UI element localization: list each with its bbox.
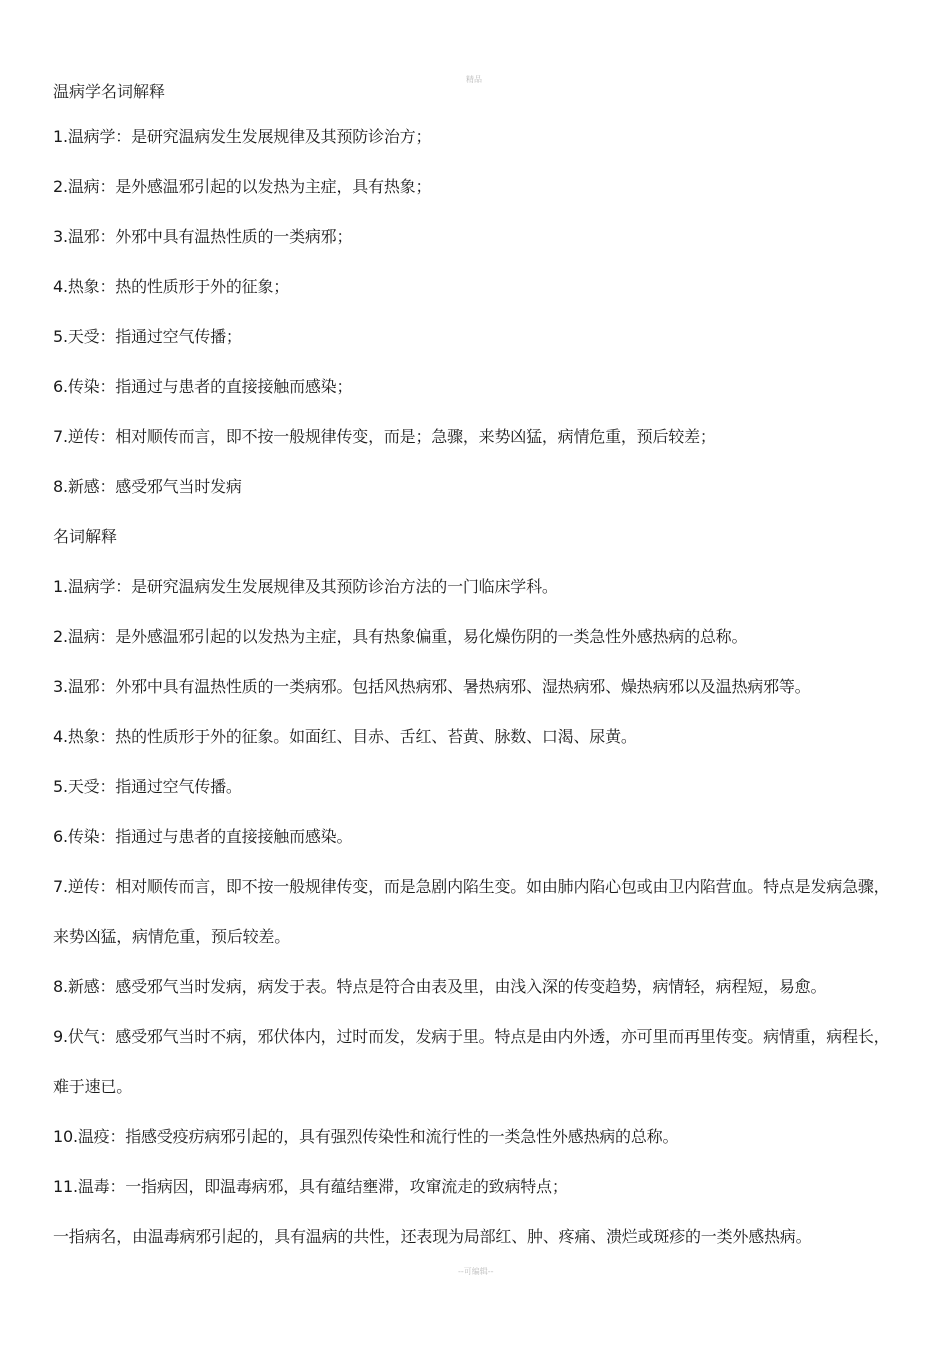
- short-entry-7: 7.逆传：相对顺传而言，即不按一般规律传变，而是；急骤，来势凶猛，病情危重，预后较差；: [53, 427, 716, 446]
- full-entry-4: 4.热象：热的性质形于外的征象。如面红、目赤、舌红、苔黄、脉数、口渴、尿黄。: [53, 727, 637, 746]
- full-entry-5: 5.天受：指通过空气传播。: [53, 777, 242, 796]
- short-entry-4: 4.热象：热的性质形于外的征象；: [53, 277, 290, 296]
- full-entry-6: 6.传染：指通过与患者的直接接触而感染。: [53, 827, 353, 846]
- document-title: 温病学名词解释: [53, 82, 166, 101]
- footer-watermark: --可编辑--: [458, 1267, 494, 1276]
- short-entry-5: 5.天受：指通过空气传播；: [53, 327, 242, 346]
- short-entry-2: 2.温病：是外感温邪引起的以发热为主症，具有热象；: [53, 177, 432, 196]
- full-entry-11-continued: 一指病名，由温毒病邪引起的，具有温病的共性，还表现为局部红、肿、疼痛、溃烂或斑疹的一类外感热病。: [53, 1227, 812, 1246]
- full-entry-9: 9.伏气：感受邪气当时不病，邪伏体内，过时而发，发病于里。特点是由内外透，亦可里而再里传变。病情重，病程长，难于速已。: [53, 1027, 890, 1096]
- full-entry-2: 2.温病：是外感温邪引起的以发热为主症，具有热象偏重，易化燥伤阴的一类急性外感热病的总称。: [53, 627, 748, 646]
- short-entry-6: 6.传染：指通过与患者的直接接触而感染；: [53, 377, 353, 396]
- short-entry-8: 8.新感：感受邪气当时发病: [53, 477, 242, 496]
- full-entry-1: 1.温病学：是研究温病发生发展规律及其预防诊治方法的一门临床学科。: [53, 577, 558, 596]
- full-entry-10: 10.温疫：指感受疫疠病邪引起的，具有强烈传染性和流行性的一类急性外感热病的总称。: [53, 1127, 679, 1146]
- full-entry-8: 8.新感：感受邪气当时发病，病发于表。特点是符合由表及里，由浅入深的传变趋势，病情轻，病程短，易愈。: [53, 977, 827, 996]
- full-entry-3: 3.温邪：外邪中具有温热性质的一类病邪。包括风热病邪、暑热病邪、湿热病邪、燥热病邪以及温热病邪等。: [53, 677, 811, 696]
- short-entry-3: 3.温邪：外邪中具有温热性质的一类病邪；: [53, 227, 353, 246]
- section-title: 名词解释: [53, 527, 118, 546]
- short-entry-1: 1.温病学：是研究温病发生发展规律及其预防诊治方；: [53, 127, 432, 146]
- full-entry-11: 11.温毒：一指病因，即温毒病邪，具有蕴结壅滞，攻窜流走的致病特点；: [53, 1177, 568, 1196]
- header-watermark: 精品: [466, 75, 482, 84]
- full-entry-7: 7.逆传：相对顺传而言，即不按一般规律传变，而是急剧内陷生变。如由肺内陷心包或由卫内陷营血。特点是发病急骤，来势凶猛，病情危重，预后较差。: [53, 877, 890, 946]
- entries-container: [53, 112, 913, 1262]
